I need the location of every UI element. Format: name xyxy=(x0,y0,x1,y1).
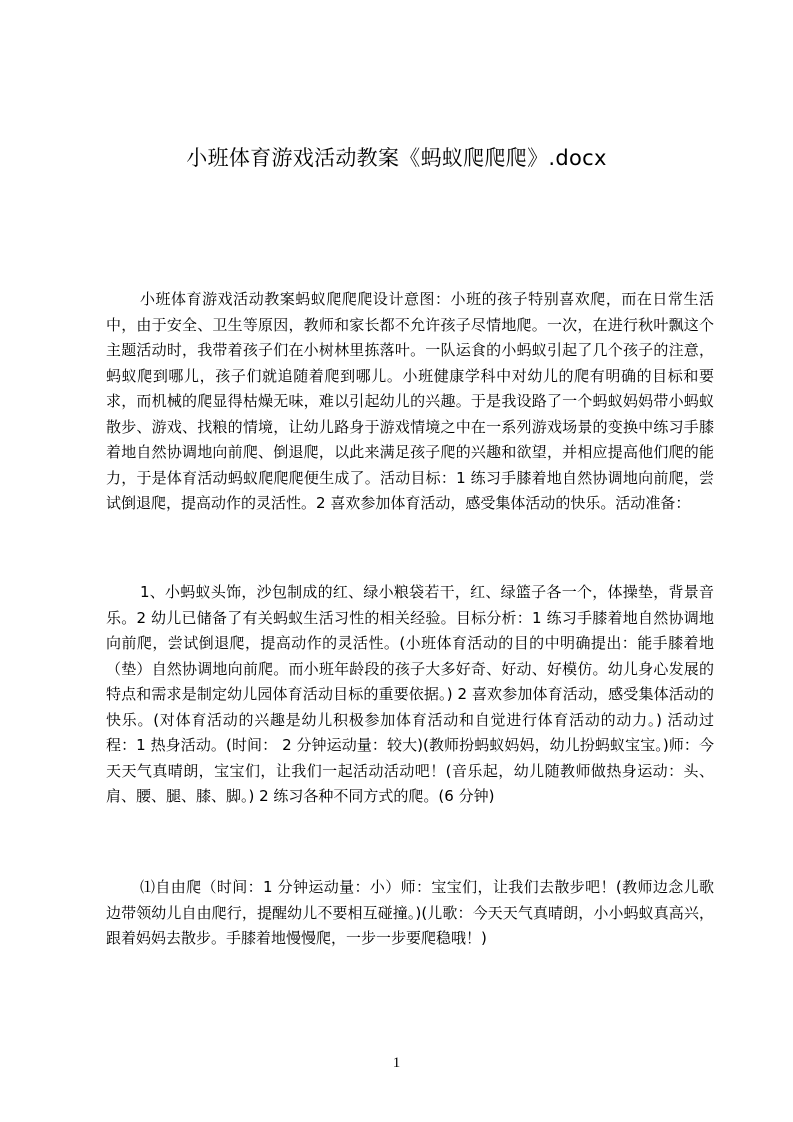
paragraph-free-crawl: ⑴自由爬（时间：1 分钟运动量：小）师：宝宝们，让我们去散步吧！(教师边念儿歌边带领幼儿自由爬行，提醒幼儿不要相互碰撞。)(儿歌：今天天气真晴朗，小小蚂蚁真高兴，跟着妈妈去散步。手膝着地慢慢爬，一步一步要爬稳哦！) xyxy=(106,878,714,947)
page-number: 1 xyxy=(392,1055,401,1071)
paragraph-preparation-and-process: 1、小蚂蚁头饰，沙包制成的红、绿小粮袋若干，红、绿篮子各一个，体操垫，背景音乐。2 幼儿已储备了有关蚂蚁生活习性的相关经验。目标分析：1 练习手膝着地自然协调地向前爬，尝试倒退爬，提高动作的灵活性。(小班体育活动的目的中明确提出：能手膝着地（垫）自然协调地向前爬。而小班年龄段的孩子大多好奇、好动、好模仿。幼儿身心发展的特点和需求是制定幼儿园体育活动目标的重要依据。) 2 喜欢参加体育活动，感受集体活动的快乐。(对体育活动的兴趣是幼儿积极参加体育活动和自觉进行体育活动的动力。) 活动过程：1 热身活动。(时间： 2 分钟运动量：较大)(教师扮蚂蚁妈妈，幼儿扮蚂蚁宝宝。)师：今天天气真晴朗，宝宝们，让我们一起活动活动吧！(音乐起，幼儿随教师做热身运动：头、肩、腰、腿、膝、脚。) 2 练习各种不同方式的爬。(6 分钟) xyxy=(106,583,714,805)
paragraph-design-intent: 小班体育游戏活动教案蚂蚁爬爬爬设计意图：小班的孩子特别喜欢爬，而在日常生活中，由于安全、卫生等原因，教师和家长都不允许孩子尽情地爬。一次，在进行秋叶飘这个主题活动时，我带着孩子们在小树林里拣落叶。一队运食的小蚂蚁引起了几个孩子的注意，蚂蚁爬到哪儿，孩子们就追随着爬到哪儿。小班健康学科中对幼儿的爬有明确的目标和要求，而机械的爬显得枯燥无味，难以引起幼儿的兴趣。于是我设路了一个蚂蚁妈妈带小蚂蚁散步、游戏、找粮的情境，让幼儿路身于游戏情境之中在一系列游戏场景的变换中练习手膝着地自然协调地向前爬、倒退爬，以此来满足孩子爬的兴趣和欲望，并相应提高他们爬的能力，于是体育活动蚂蚁爬爬爬便生成了。活动目标：1 练习手膝着地自然协调地向前爬，尝试倒退爬，提高动作的灵活性。2 喜欢参加体育活动，感受集体活动的快乐。活动准备： xyxy=(106,290,714,512)
document-title: 小班体育游戏活动教案《蚂蚁爬爬爬》.docx xyxy=(186,146,607,170)
